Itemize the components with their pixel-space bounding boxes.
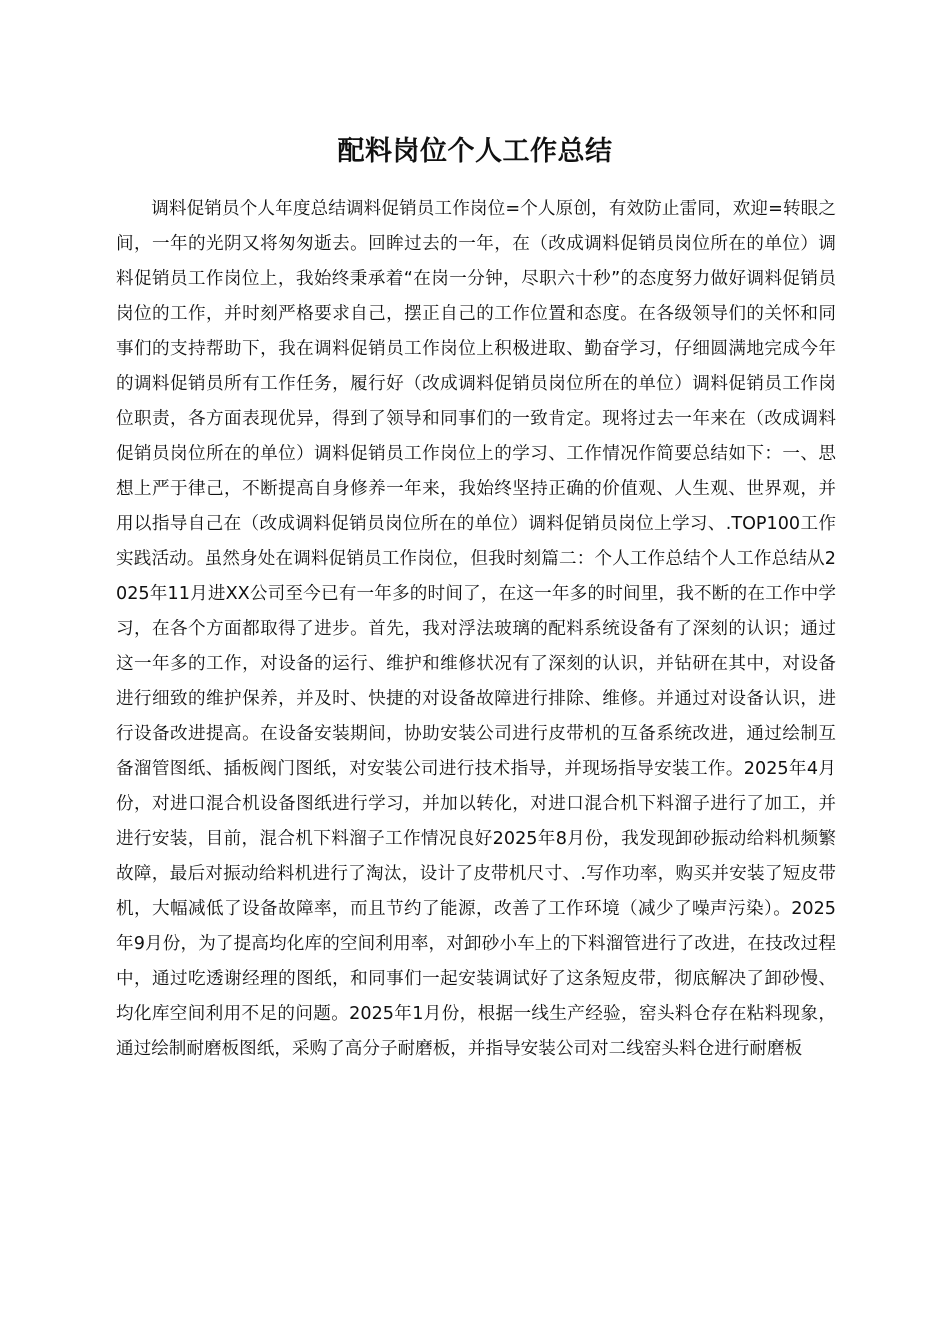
document-body-paragraph: 调料促销员个人年度总结调料促销员工作岗位=个人原创，有效防止雷同，欢迎=转眼之间，一年的光阴又将匆匆逝去。回眸过去的一年，在（改成调料促销员岗位所在的单位）调料促销员工作岗位上，我始终秉承着“在岗一分钟，尽职六十秒”的态度努力做好调料促销员岗位的工作，并时刻严格要求自己，摆正自己的工作位置和态度。在各级领导们的关怀和同事们的支持帮助下，我在调料促销员工作岗位上积极进取、勤奋学习，仔细圆满地完成今年的调料促销员所有工作任务，履行好（改成调料促销员岗位所在的单位）调料促销员工作岗位职责，各方面表现优异，得到了领导和同事们的一致肯定。现将过去一年来在（改成调料促销员岗位所在的单位）调料促销员工作岗位上的学习、工作情况作简要总结如下：一、思想上严于律己，不断提高自身修养一年来，我始终坚持正确的价值观、人生观、世界观，并用以指导自己在（改成调料促销员岗位所在的单位）调料促销员岗位上学习、.TOP100工作实践活动。虽然身处在调料促销员工作岗位，但我时刻篇二：个人工作总结个人工作总结从2025年11月进XX公司至今已有一年多的时间了，在这一年多的时间里，我不断的在工作中学习，在各个方面都取得了进步。首先，我对浮法玻璃的配料系统设备有了深刻的认识；通过这一年多的工作，对设备的运行、维护和维修状况有了深刻的认识，并钻研在其中，对设备进行细致的维护保养，并及时、快捷的对设备故障进行排除、维修。并通过对设备认识，进行设备改进提高。在设备安装期间，协助安装公司进行皮带机的互备系统改进，通过绘制互备溜管图纸、插板阀门图纸，对安装公司进行技术指导，并现场指导安装工作。2025年4月份，对进口混合机设备图纸进行学习，并加以转化，对进口混合机下料溜子进行了加工，并进行安装，目前，混合机下料溜子工作情况良好2025年8月份，我发现卸砂振动给料机频繁故障，最后对振动给料机进行了淘汰，设计了皮带机尺寸、.写作功率，购买并安装了短皮带机，大幅减低了设备故障率，而且节约了能源，改善了工作环境（减少了噪声污染）。2025年9月份，为了提高均化库的空间利用率，对卸砂小车上的下料溜管进行了改进，在技改过程中，通过吃透谢经理的图纸，和同事们一起安装调试好了这条短皮带，彻底解决了卸砂慢、均化库空间利用不足的问题。2025年1月份，根据一线生产经验，窑头料仓存在粘料现象，通过绘制耐磨板图纸，采购了高分子耐磨板，并指导安装公司对二线窑头料仓进行耐磨板	[116, 199, 836, 1059]
document-title: 配料岗位个人工作总结	[337, 136, 613, 167]
